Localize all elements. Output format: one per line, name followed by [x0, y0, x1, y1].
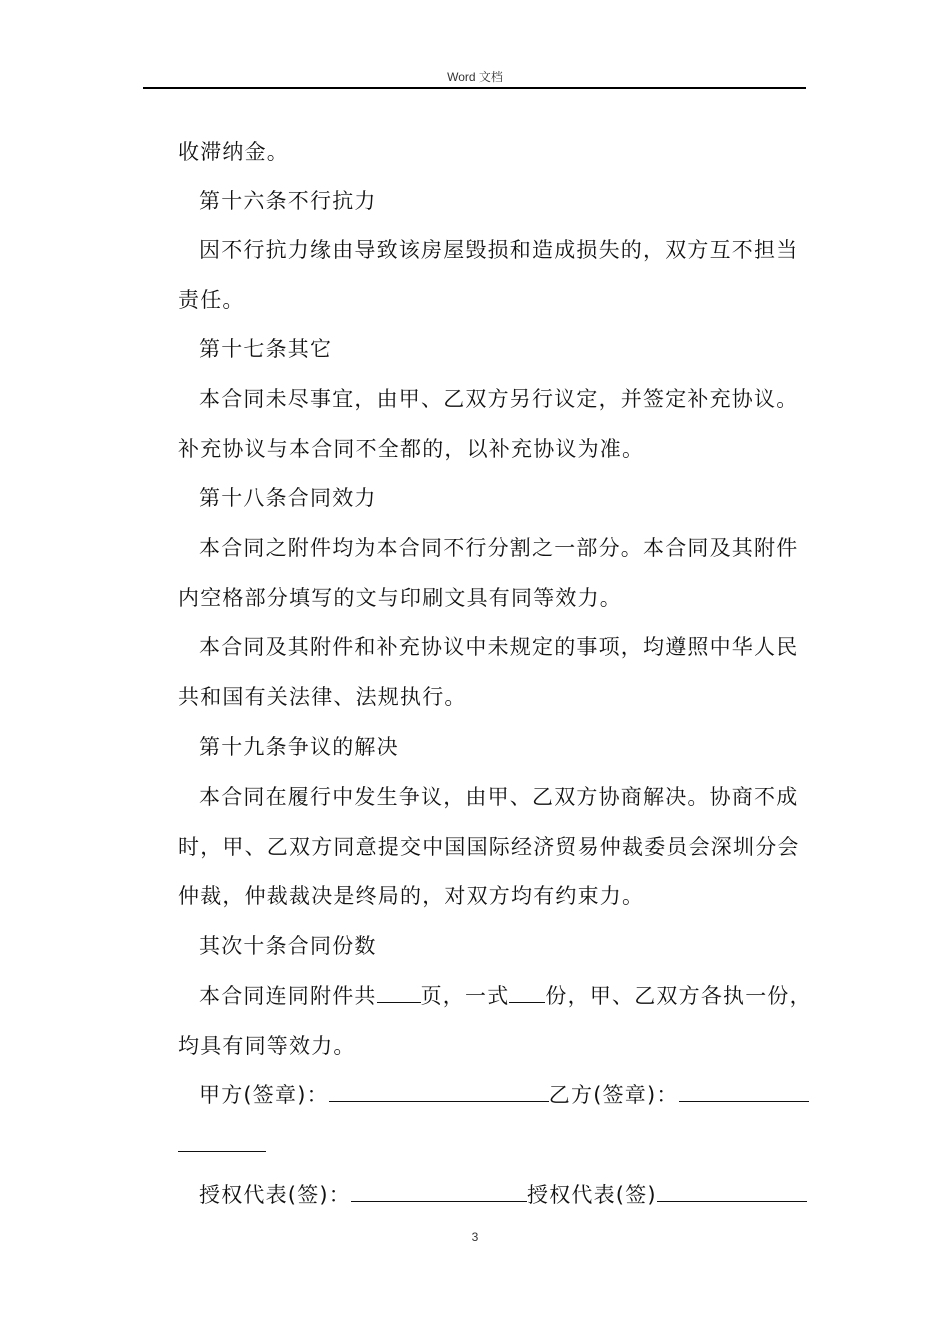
article-17-title: 第十七条其它 — [199, 337, 333, 361]
paragraph-line: 均具有同等效力。 — [178, 1034, 356, 1058]
paragraph-line: 时，甲、乙双方同意提交中国国际经济贸易仲裁委员会深圳分会 — [178, 835, 800, 859]
rep-a-label: 授权代表(签)： — [199, 1183, 351, 1207]
text-segment: 页，一式 — [420, 984, 510, 1008]
paragraph-line: 本合同在履行中发生争议，由甲、乙双方协商解决。协商不成 — [199, 785, 799, 809]
paragraph-line: 补充协议与本合同不全都的，以补充协议为准。 — [178, 437, 645, 461]
article-16-title: 第十六条不行抗力 — [199, 189, 377, 213]
signature-line-reps — [199, 1181, 807, 1209]
paragraph-line: 本合同之附件均为本合同不行分割之一部分。本合同及其附件 — [199, 536, 799, 560]
paragraph-line — [199, 982, 812, 1010]
signature-continuation — [178, 1131, 266, 1159]
article-19-title: 第十九条争议的解决 — [199, 735, 399, 759]
rep-b-signature-blank — [657, 1181, 807, 1202]
party-a-label: 甲方(签章)： — [199, 1083, 329, 1107]
text-segment: 份，甲、乙双方各执一份， — [545, 984, 812, 1008]
rep-b-label: 授权代表(签) — [527, 1183, 657, 1207]
paragraph-line: 内空格部分填写的文与印刷文具有同等效力。 — [178, 586, 622, 610]
text-segment: 本合同连同附件共 — [199, 984, 377, 1008]
article-20-title: 其次十条合同份数 — [199, 934, 377, 958]
party-a-signature-blank — [329, 1081, 549, 1102]
page-number: 3 — [471, 1230, 479, 1244]
signature-line-parties — [199, 1081, 809, 1109]
article-18-title: 第十八条合同效力 — [199, 486, 377, 510]
party-b-label: 乙方(签章)： — [548, 1083, 679, 1107]
paragraph-line: 责任。 — [178, 288, 245, 312]
blank-line — [509, 982, 545, 1003]
header-rule — [143, 87, 806, 89]
paragraph-line: 仲裁，仲裁裁决是终局的，对双方均有约束力。 — [178, 884, 645, 908]
party-b-signature-blank — [679, 1081, 809, 1102]
blank-line — [377, 982, 421, 1003]
party-b-signature-blank-cont — [178, 1131, 266, 1152]
paragraph-line: 共和国有关法律、法规执行。 — [178, 685, 467, 709]
paragraph-line: 本合同未尽事宜，由甲、乙双方另行议定，并签定补充协议。 — [199, 387, 799, 411]
rep-a-signature-blank — [351, 1181, 527, 1202]
paragraph-line: 因不行抗力缘由导致该房屋毁损和造成损失的，双方互不担当 — [199, 238, 799, 262]
page-header: Word 文档 — [447, 70, 503, 84]
paragraph-line: 本合同及其附件和补充协议中未规定的事项，均遵照中华人民 — [199, 635, 799, 659]
paragraph-line: 收滞纳金。 — [178, 140, 289, 164]
